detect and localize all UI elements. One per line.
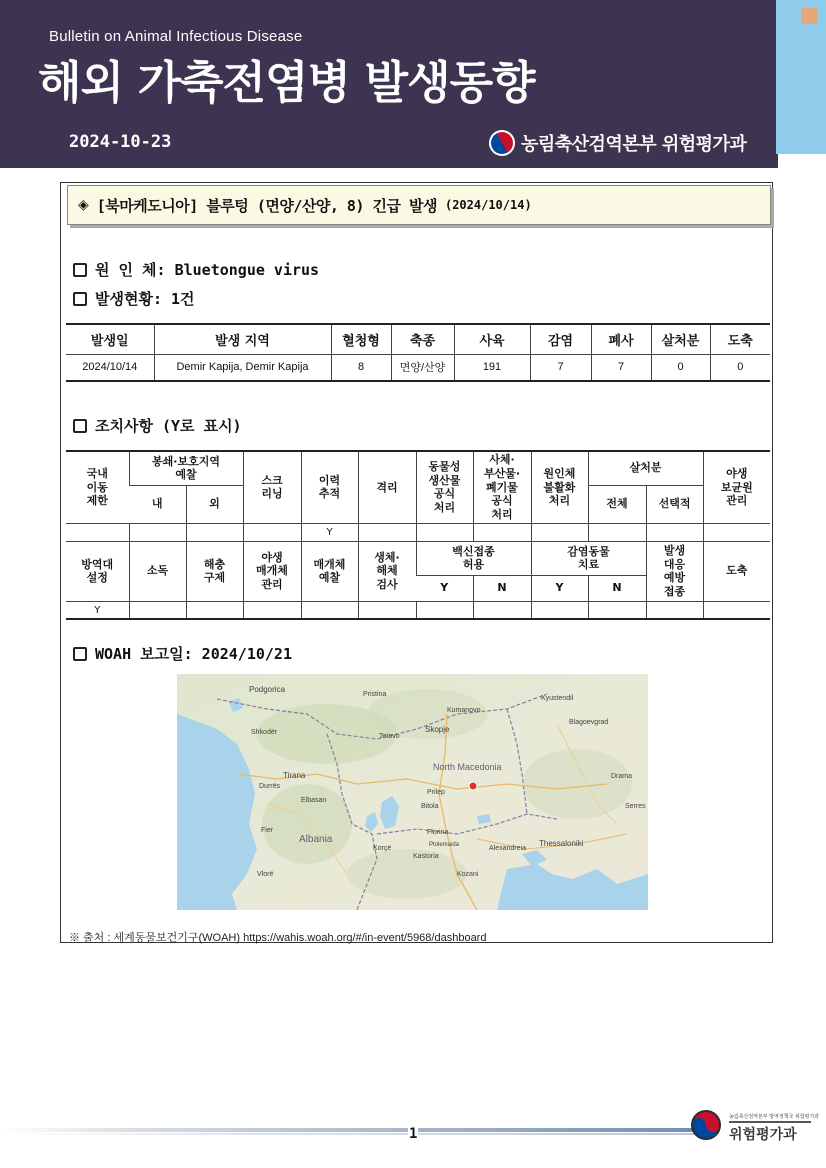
map-label: Kastoria (413, 853, 439, 860)
table-cell (129, 523, 186, 541)
checkbox-icon (73, 647, 87, 661)
table-cell (416, 523, 473, 541)
header-subtitle: Bulletin on Animal Infectious Disease (49, 28, 303, 45)
footer-org-small: 농림축산검역본부 방역정책국 위험평가과 (729, 1114, 820, 1120)
measures-table (66, 450, 770, 620)
measure-subheader: N (473, 575, 531, 601)
map-label: Durrës (259, 783, 281, 790)
table-cell (66, 523, 129, 541)
map-label: Ptolemaida (429, 842, 460, 848)
measure-header: 동물성 생산물 공식 처리 (416, 451, 473, 523)
table-cell (703, 523, 770, 541)
taeguk-emblem-icon (689, 1108, 723, 1142)
measure-header: 스크 리닝 (243, 451, 301, 523)
table-cell: 0 (710, 354, 770, 381)
measure-subheader: Y (416, 575, 473, 601)
map-label: Bitola (421, 803, 439, 810)
org-logo (489, 130, 746, 156)
footer-bar (0, 1128, 711, 1132)
footer-org: 위험평가과 (729, 1127, 797, 1143)
table-cell (186, 601, 243, 619)
col-header: 감염 (530, 324, 591, 354)
section-title: [북마케도니아] 블루텅 (면양/산양, 8) 긴급 발생 (96, 196, 437, 215)
checkbox-icon (73, 263, 87, 277)
col-header: 발생 지역 (154, 324, 331, 354)
map-label: Prilep (427, 789, 445, 796)
outbreak-report-box (60, 182, 773, 943)
outbreak-marker-icon (469, 782, 477, 790)
measure-subheader: 전체 (588, 485, 646, 523)
footer-bar-thin (0, 1133, 711, 1135)
table-cell (473, 601, 531, 619)
table-row (66, 354, 770, 381)
measure-header: 봉쇄·보호지역 예찰 (129, 451, 243, 485)
measure-header: 생체· 해체 검사 (358, 541, 416, 601)
section-date: (2024/10/14) (444, 198, 532, 212)
bulletin-date: 2024-10-23 (69, 132, 172, 152)
map-label: Florina (427, 829, 449, 836)
col-header: 축종 (391, 324, 454, 354)
outbreak-map (177, 674, 648, 910)
map-label: Blagoevgrad (569, 719, 609, 726)
outbreak-table (66, 323, 770, 382)
woah-report-line (73, 643, 292, 664)
measure-subheader: 선택적 (646, 485, 703, 523)
measures-title: 조치사항 (Y로 표시) (95, 417, 242, 435)
measure-header: 매개체 예찰 (301, 541, 358, 601)
col-header: 도축 (710, 324, 770, 354)
table-cell: 2024/10/14 (66, 354, 154, 381)
pathogen-text: 원 인 체: Bluetongue virus (95, 261, 320, 279)
checkbox-icon (73, 419, 87, 433)
map-label: Shkodër (251, 729, 278, 736)
source-note: ※ 출처 : 세계동물보건기구(WOAH) https://wahis.woah.org/#/in-event/5968/dashboard (69, 932, 487, 944)
map-label: Fier (261, 827, 274, 834)
col-header: 폐사 (591, 324, 651, 354)
measure-header: 소독 (129, 541, 186, 601)
table-cell (531, 523, 588, 541)
map-label: Tetovo (379, 733, 400, 740)
table-cell (416, 601, 473, 619)
header-accent-square (801, 8, 817, 24)
map-label: Thessaloniki (539, 839, 584, 848)
measure-header: 이력 추적 (301, 451, 358, 523)
table-cell (588, 601, 646, 619)
table-cell (301, 601, 358, 619)
page-title: 해외 가축전염병 발생동향 (38, 56, 535, 109)
map-label: North Macedonia (433, 762, 502, 772)
diamond-marker-icon: ◈ (78, 197, 89, 213)
table-cell (243, 601, 301, 619)
col-header: 발생일 (66, 324, 154, 354)
map-label: Serres (625, 803, 646, 810)
measure-subheader: 외 (186, 485, 243, 523)
measure-subheader: Y (531, 575, 588, 601)
table-cell (186, 523, 243, 541)
measures-row (66, 601, 770, 619)
measure-header: 발생 대응 예방 접종 (646, 541, 703, 601)
table-cell: Y (66, 601, 129, 619)
measure-header: 야생 매개체 관리 (243, 541, 301, 601)
table-cell: Y (301, 523, 358, 541)
table-cell: 면양/산양 (391, 354, 454, 381)
table-cell: 7 (591, 354, 651, 381)
table-cell: 191 (454, 354, 530, 381)
map-label: Drama (611, 773, 633, 780)
map-label: Albania (299, 834, 333, 845)
measure-header: 살처분 (588, 451, 703, 485)
map-label: Skopje (425, 725, 450, 734)
col-header: 사육 (454, 324, 530, 354)
table-cell: 7 (530, 354, 591, 381)
header-banner (0, 0, 778, 168)
map-label: Tirana (283, 771, 306, 780)
taeguk-emblem-icon (484, 125, 520, 161)
measure-header: 백신접종 허용 (416, 541, 531, 575)
table-cell (588, 523, 646, 541)
measure-header: 도축 (703, 541, 770, 601)
measure-header: 감염동물 치료 (531, 541, 646, 575)
org-name: 농림축산검역본부 위험평가과 (521, 134, 747, 155)
measure-header: 국내 이동 제한 (66, 451, 129, 523)
map-label: Elbasan (301, 797, 327, 804)
map-label: Kyustendil (541, 695, 574, 702)
map-label: Kozani (457, 871, 479, 878)
col-header: 혈청형 (331, 324, 391, 354)
measure-header: 원인체 불활화 처리 (531, 451, 588, 523)
status-text: 발생현황: 1건 (95, 290, 195, 308)
table-cell (129, 601, 186, 619)
measure-subheader: N (588, 575, 646, 601)
map-label: Kumanovo (447, 707, 481, 714)
table-cell (646, 523, 703, 541)
status-line (73, 288, 195, 309)
footer-rule (729, 1121, 811, 1123)
map-label: Pristina (363, 691, 387, 698)
checkbox-icon (73, 292, 87, 306)
measure-header: 야생 보균원 관리 (703, 451, 770, 523)
table-cell: 0 (651, 354, 710, 381)
measures-title-line (73, 415, 242, 436)
map-label: Korçë (373, 845, 392, 852)
section-title-bar (67, 185, 771, 225)
map-label: Vlorë (257, 871, 274, 878)
table-cell (646, 601, 703, 619)
table-cell (358, 523, 416, 541)
table-cell (703, 601, 770, 619)
measure-header: 해충 구제 (186, 541, 243, 601)
table-cell: Demir Kapija, Demir Kapija (154, 354, 331, 381)
measure-header: 방역대 설정 (66, 541, 129, 601)
measure-header: 격리 (358, 451, 416, 523)
woah-report-text: WOAH 보고일: 2024/10/21 (95, 645, 292, 663)
measures-row (66, 523, 770, 541)
table-cell: 8 (331, 354, 391, 381)
table-cell (473, 523, 531, 541)
table-cell (243, 523, 301, 541)
table-header-row (66, 324, 770, 354)
table-cell (358, 601, 416, 619)
table-cell (531, 601, 588, 619)
measure-header: 사체· 부산물· 폐기물 공식 처리 (473, 451, 531, 523)
map-label: Podgorica (249, 685, 286, 694)
map-label: Alexandreia (489, 845, 526, 852)
pathogen-line (73, 259, 319, 280)
page-number: 1 (409, 1126, 418, 1142)
col-header: 살처분 (651, 324, 710, 354)
map-graphic (177, 674, 648, 910)
measure-subheader: 내 (129, 485, 186, 523)
